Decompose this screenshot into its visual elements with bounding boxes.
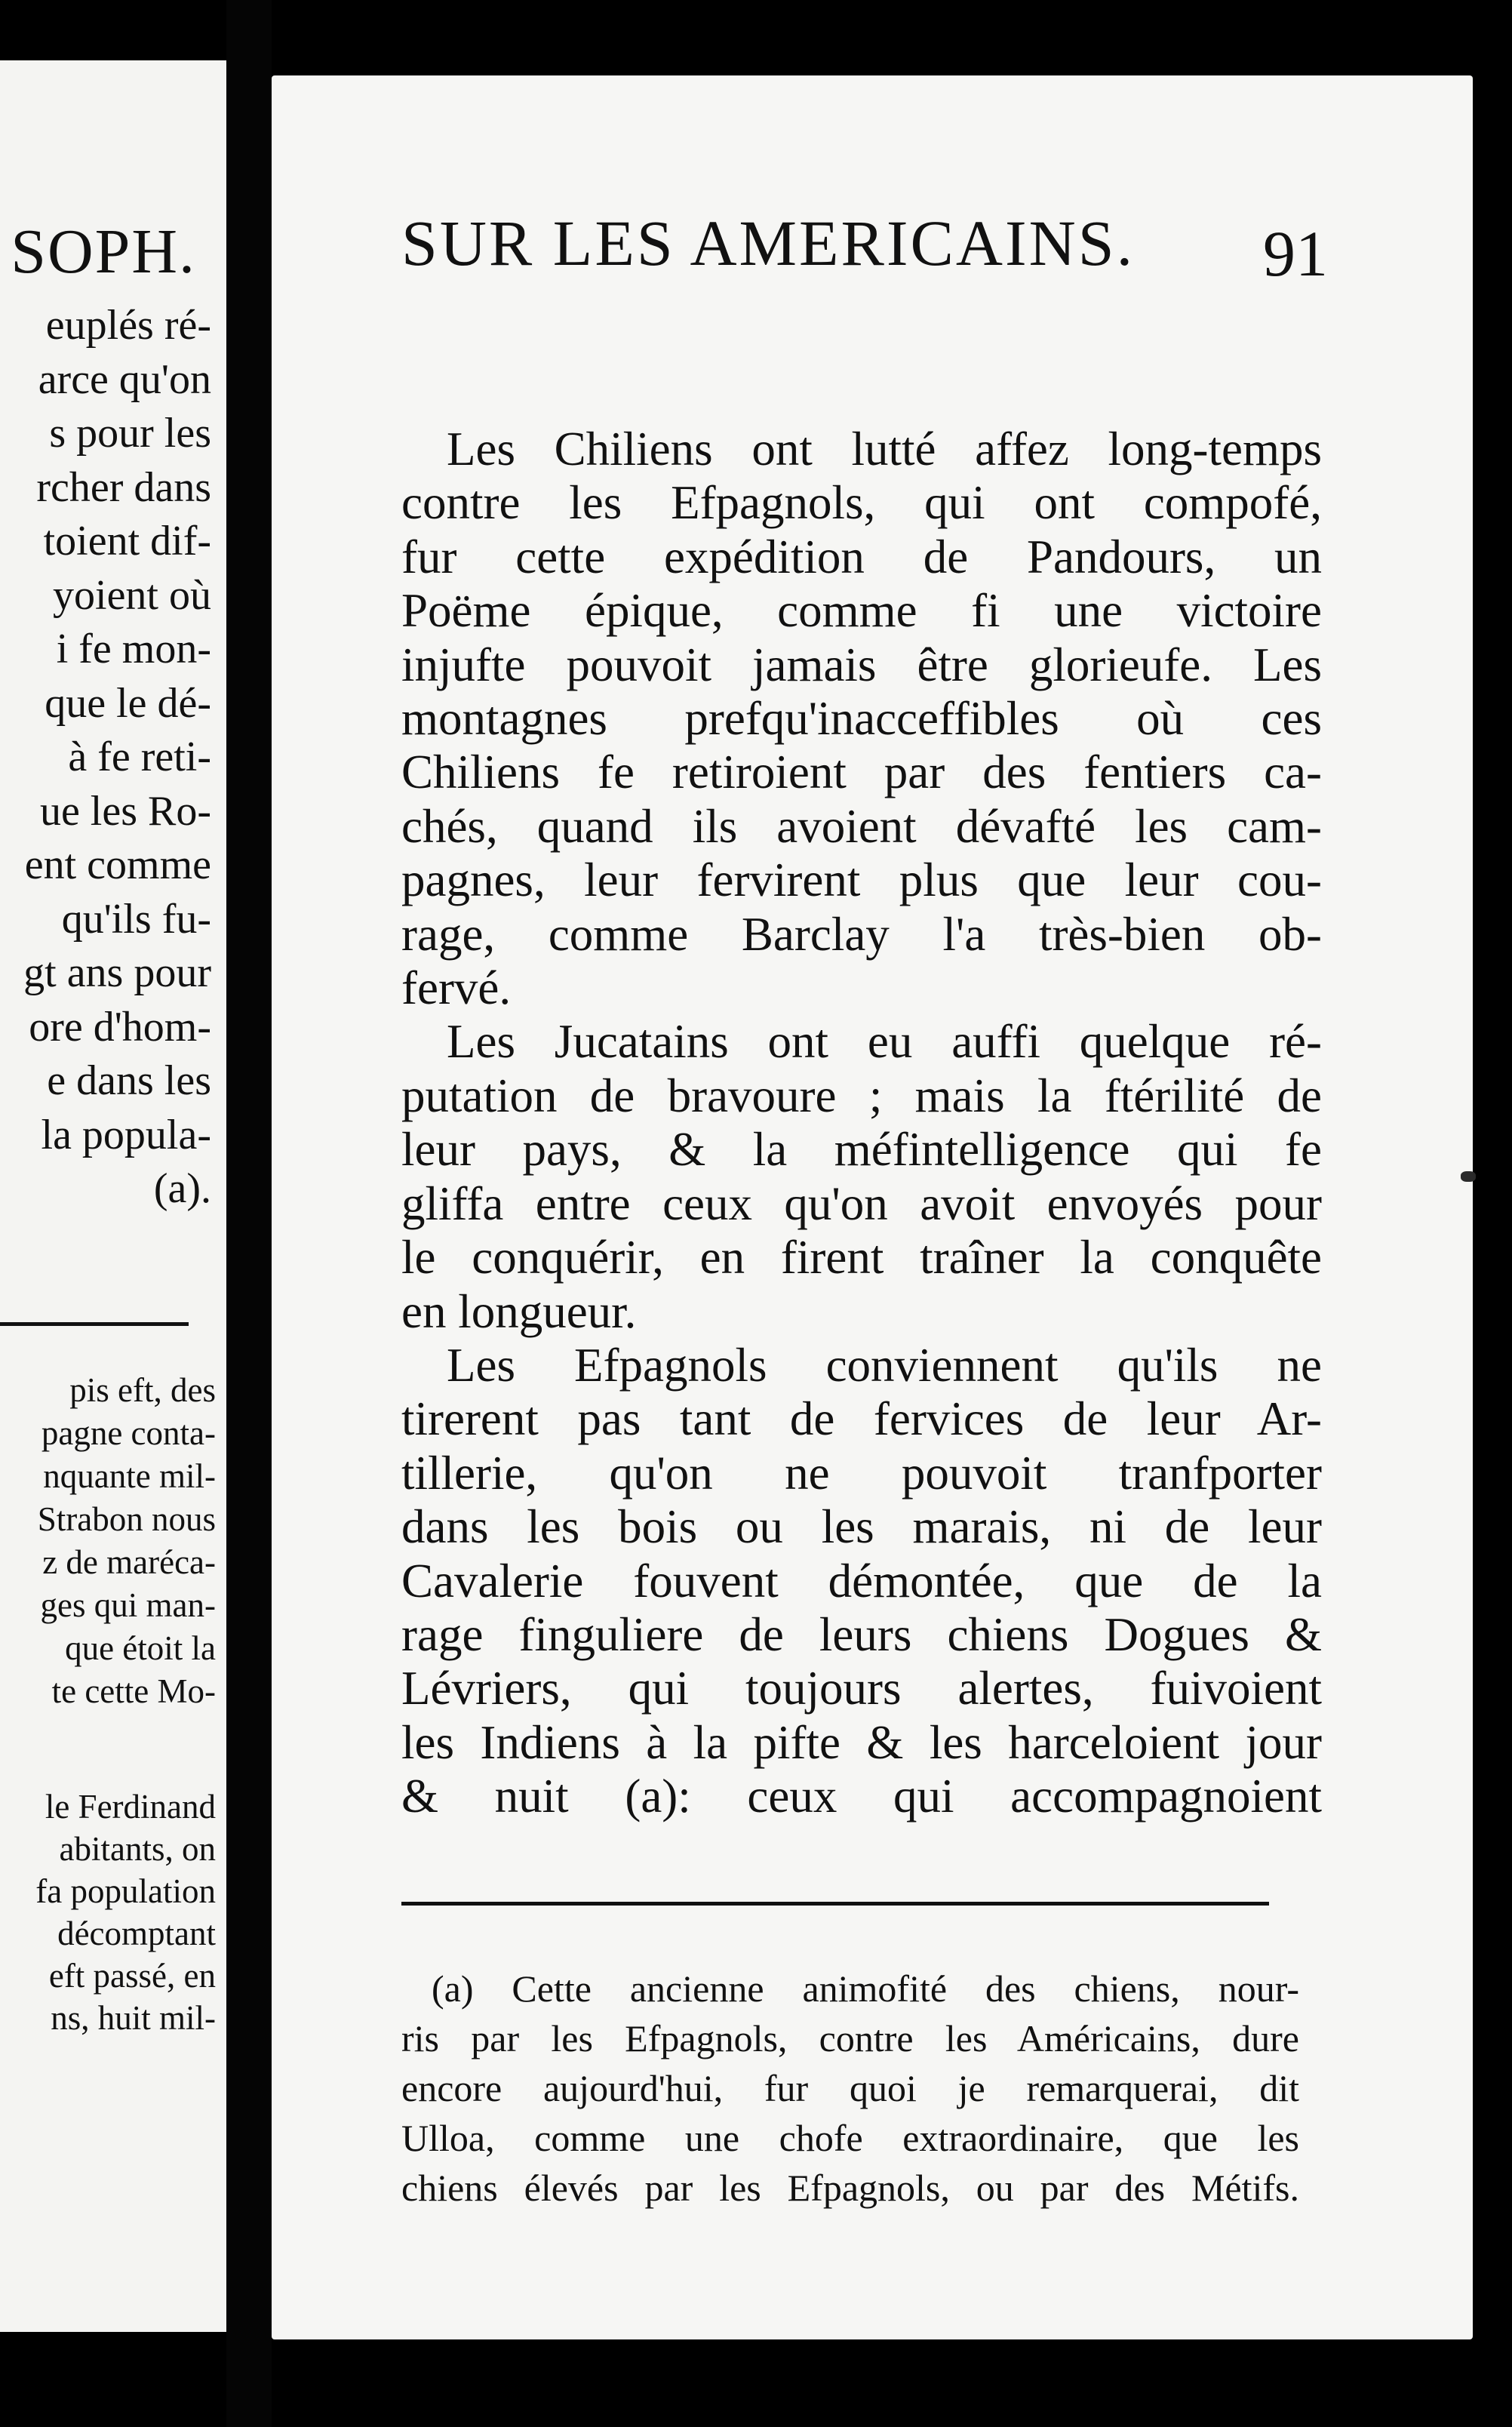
text-line: putation de bravoure ; mais la ftérilité de <box>401 1069 1322 1122</box>
footnote-line: décomptant <box>57 1915 216 1952</box>
footnote-line: te cette Mo- <box>51 1672 216 1710</box>
text-line: Les Chiliens ont lutté affez long-temps <box>447 423 1322 475</box>
text-line: euplés ré- <box>45 302 211 349</box>
text-line: gt ans pour <box>23 949 211 996</box>
text-line: pagnes, leur fervirent plus que leur cou- <box>401 854 1322 907</box>
footnotes <box>401 1964 1299 2213</box>
footnote-line: Strabon nous <box>37 1500 216 1538</box>
text-line: fervé. <box>401 961 512 1015</box>
text-line: à fe reti- <box>68 734 211 780</box>
text-line: fur cette expédition de Pandours, un <box>401 530 1322 583</box>
footnote-line: eft passé, en <box>48 1957 216 1995</box>
text-line: que le dé- <box>45 679 211 727</box>
text-line: s pour les <box>49 410 211 457</box>
text-line: les Indiens à la pifte & les harceloient jour <box>401 1715 1322 1769</box>
footnote-line: abitants, on <box>59 1830 216 1868</box>
footnote-line: z de maréca- <box>42 1543 216 1581</box>
text-line: e dans les <box>47 1057 211 1104</box>
text-line: ent comme <box>24 841 211 888</box>
previous-page-footnotes <box>0 1369 216 1713</box>
text-line: ue les Ro- <box>39 787 211 835</box>
previous-page-footnote-rule <box>0 1322 189 1326</box>
body-text <box>401 423 1322 1824</box>
text-line: i fe mon- <box>56 626 211 672</box>
text-line: montagnes prefqu'inacceffibles où ces <box>401 692 1322 746</box>
page-number: 91 <box>1263 217 1328 290</box>
text-line: yoient où <box>53 571 211 619</box>
text-line: qu'ils fu- <box>61 895 211 943</box>
text-line: chés, quand ils avoient dévafté les cam- <box>401 799 1322 853</box>
text-line: toient dif- <box>43 518 211 564</box>
text-line: injufte pouvoit jamais être glorieufe. Les <box>401 638 1322 691</box>
text-line: Lévriers, qui toujours alertes, fuivoient <box>401 1662 1322 1715</box>
text-line: & nuit (a): ceux qui accompagnoient <box>401 1770 1322 1823</box>
ink-speck <box>1461 1171 1476 1182</box>
previous-page-footnotes-second <box>0 1786 216 2039</box>
footnote-line: (a) Cette ancienne animofité des chiens, nour- <box>432 1967 1299 2010</box>
footnote-line: ns, huit mil- <box>51 1999 216 2037</box>
footnote-line: chiens élevés par les Efpagnols, ou par des Métifs. <box>401 2167 1299 2209</box>
footnote-line: nquante mil- <box>43 1457 216 1495</box>
text-line: la popula- <box>41 1111 211 1158</box>
book-gutter <box>226 0 272 2427</box>
text-line: Poëme épique, comme fi une victoire <box>401 584 1322 638</box>
previous-page-running-title: SOPH. <box>11 217 196 287</box>
text-line: Les Jucatains ont eu auffi quelque ré- <box>447 1015 1322 1069</box>
text-line: rage finguliere de leurs chiens Dogues & <box>401 1607 1322 1661</box>
page-header <box>401 205 1458 2209</box>
book-page <box>272 75 1473 2339</box>
text-line: le conquérir, en firent traîner la conquête <box>401 1231 1322 1284</box>
text-line: Cavalerie fouvent démontée, que de la <box>401 1554 1322 1607</box>
footnote-line: que étoit la <box>65 1629 216 1667</box>
text-line: rage, comme Barclay l'a très-bien ob- <box>401 907 1322 961</box>
text-line: rcher dans <box>36 463 211 511</box>
text-line: Les Efpagnols conviennent qu'ils ne <box>447 1338 1322 1392</box>
text-line: tillerie, qu'on ne pouvoit tranfporter <box>401 1446 1322 1500</box>
running-title: SUR LES AMERICAINS. <box>401 207 1136 279</box>
text-line: tirerent pas tant de fervices de leur Ar- <box>401 1392 1322 1446</box>
text-line: (a). <box>153 1165 211 1212</box>
text-line: ore d'hom- <box>29 1003 211 1050</box>
text-line: Chiliens fe retiroient par des fentiers ca- <box>401 746 1322 799</box>
footnote-line: encore aujourd'hui, fur quoi je remarquerai, dit <box>401 2067 1299 2109</box>
footnote-line: pagne conta- <box>41 1414 216 1452</box>
text-line: contre les Efpagnols, qui ont compofé, <box>401 476 1322 530</box>
previous-page-fragment <box>0 60 226 2332</box>
text-line: leur pays, & la méfintelligence qui fe <box>401 1123 1322 1177</box>
footnote-line: Ulloa, comme une chofe extraordinaire, que les <box>401 2117 1299 2159</box>
previous-page-body <box>0 299 211 1217</box>
text-line: dans les bois ou les marais, ni de leur <box>401 1500 1322 1554</box>
footnote-line: ris par les Efpagnols, contre les Américains, dure <box>401 2017 1299 2059</box>
text-line: en longueur. <box>401 1284 637 1338</box>
footnote-line: fa population <box>35 1872 216 1910</box>
text-line: gliffa entre ceux qu'on avoit envoyés pour <box>401 1177 1322 1230</box>
text-line: arce qu'on <box>38 355 211 403</box>
footnote-line: le Ferdinand <box>45 1788 216 1826</box>
footnote-rule <box>401 1902 1269 1906</box>
footnote-line: ges qui man- <box>40 1586 216 1624</box>
footnote-line: pis eft, des <box>69 1371 216 1409</box>
